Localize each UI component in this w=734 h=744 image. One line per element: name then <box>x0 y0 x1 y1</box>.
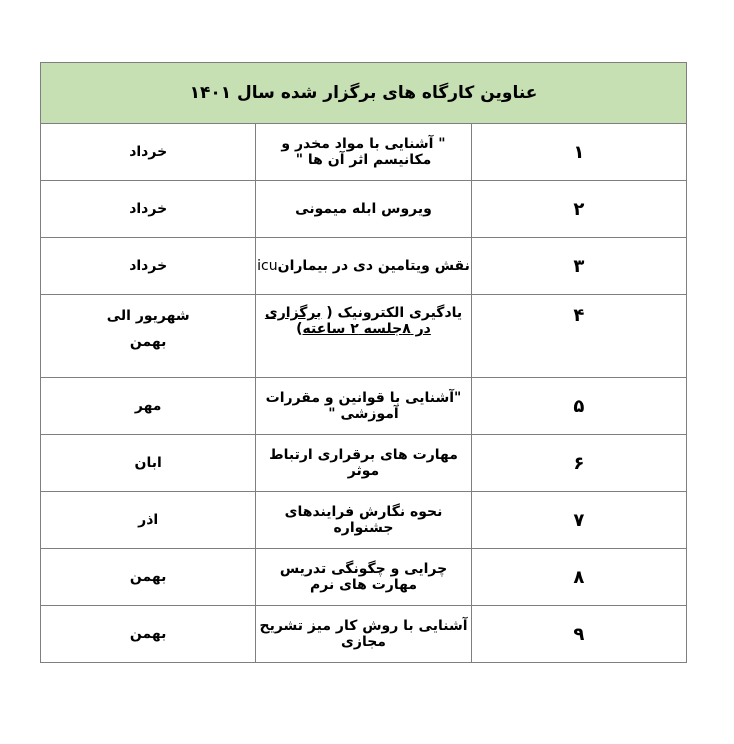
workshop-topic-underlined: برگزاری در ۸جلسه ۲ ساعته <box>264 305 431 337</box>
workshop-topic: مهارت های برقراری ارتباط موثر <box>256 435 471 492</box>
title-row <box>41 63 687 124</box>
workshop-month: خرداد <box>41 124 256 181</box>
workshop-month: خرداد <box>41 181 256 238</box>
table-row <box>41 606 687 663</box>
workshop-month: اذر <box>41 492 256 549</box>
workshop-topic-latin: icu <box>257 258 278 274</box>
workshop-topic: چرایی و چگونگی تدریس مهارت های نرم <box>256 549 471 606</box>
table-row <box>41 295 687 378</box>
row-number: ۴ <box>471 295 686 378</box>
row-number: ۲ <box>471 181 686 238</box>
workshop-month-line2: بهمن <box>129 334 167 350</box>
row-number: ۸ <box>471 549 686 606</box>
workshop-topic: نحوه نگارش فرایندهای جشنواره <box>256 492 471 549</box>
table-row <box>41 549 687 606</box>
row-number: ۷ <box>471 492 686 549</box>
workshop-month-line1: شهریور الی <box>106 308 190 324</box>
table-row <box>41 378 687 435</box>
table-row <box>41 435 687 492</box>
workshop-month: خرداد <box>41 238 256 295</box>
row-number: ۹ <box>471 606 686 663</box>
row-number: ۱ <box>471 124 686 181</box>
workshop-topic: ویروس ابله میمونی <box>256 181 471 238</box>
row-number: ۵ <box>471 378 686 435</box>
row-number: ۶ <box>471 435 686 492</box>
table-row <box>41 238 687 295</box>
table-row <box>41 492 687 549</box>
workshops-table <box>40 62 687 663</box>
workshop-month: مهر <box>41 378 256 435</box>
workshop-topic: " آشنایی با مواد مخدر و مکانیسم اثر آن ها " <box>256 124 471 181</box>
table-row <box>41 124 687 181</box>
workshop-topic <box>256 295 471 378</box>
table-row <box>41 181 687 238</box>
workshop-month: بهمن <box>41 606 256 663</box>
workshop-month: ابان <box>41 435 256 492</box>
workshop-topic <box>256 238 471 295</box>
workshop-topic: "آشنایی با قوانین و مقررات آموزشی " <box>256 378 471 435</box>
workshop-topic-text: نقش ویتامین دی در بیماران <box>277 258 470 274</box>
workshop-topic: آشنایی با روش کار میز تشریح مجازی <box>256 606 471 663</box>
workshop-topic-end: ) <box>296 321 303 337</box>
workshop-month: بهمن <box>41 549 256 606</box>
workshop-topic-text: یادگیری الکترونیک ( <box>326 305 463 321</box>
row-number: ۳ <box>471 238 686 295</box>
table-title: عناوین کارگاه های برگزار شده سال ۱۴۰۱ <box>41 63 687 124</box>
workshop-month <box>41 295 256 378</box>
